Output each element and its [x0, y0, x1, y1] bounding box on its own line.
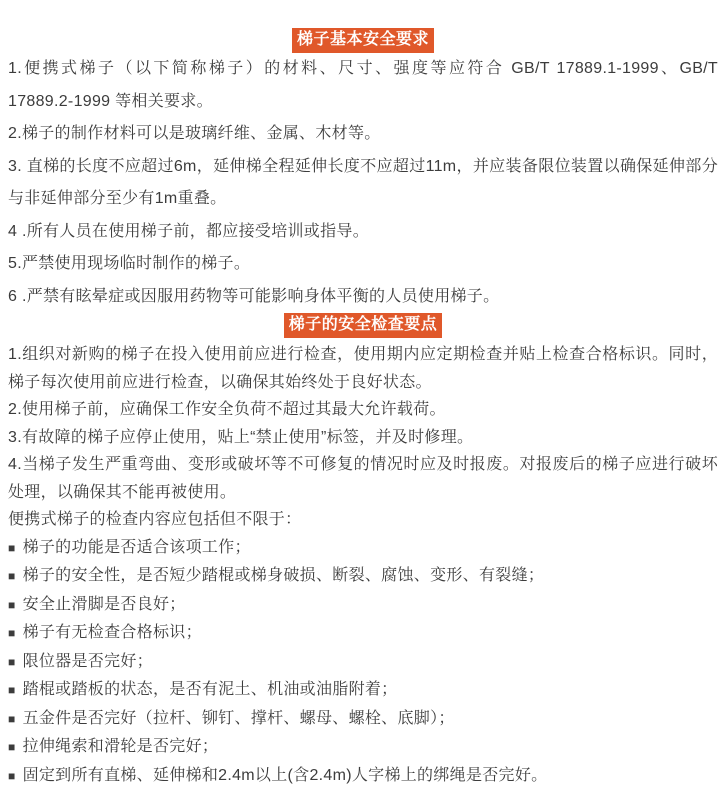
bullet-square-icon: ■	[8, 598, 16, 612]
list-item	[8, 648, 718, 677]
checklist-intro: 便携式梯子的检查内容应包括但不限于：	[8, 506, 718, 534]
paragraph: 6 .严禁有眩晕症或因服用药物等可能影响身体平衡的人员使用梯子。	[8, 281, 718, 314]
list-item	[8, 591, 718, 620]
list-item	[8, 619, 718, 648]
section-title-badge: 梯子基本安全要求	[292, 28, 434, 53]
bullet-square-icon: ■	[8, 683, 16, 697]
list-item-text: 安全止滑脚是否良好；	[23, 596, 186, 613]
bullet-square-icon: ■	[8, 626, 16, 640]
section-header-basic	[8, 0, 718, 53]
section-basic-requirements	[8, 53, 718, 313]
list-item-text: 踏棍或踏板的状态，是否有泥土、机油或油脂附着；	[23, 681, 398, 698]
paragraph: 4.当梯子发生严重弯曲、变形或破坏等不可修复的情况时应及时报废。对报废后的梯子应进行破坏处理，以确保其不能再被使用。	[8, 451, 718, 506]
list-item	[8, 762, 718, 790]
paragraph: 3. 直梯的长度不应超过6m，延伸梯全程延伸长度不应超过11m，并应装备限位装置以确保延伸部分与非延伸部分至少有1m重叠。	[8, 151, 718, 216]
section-header-inspection	[8, 313, 718, 338]
list-item-text: 限位器是否完好；	[23, 653, 153, 670]
paragraph: 1.便携式梯子（以下简称梯子）的材料、尺寸、强度等应符合 GB/T 17889.1-1999、GB/T 17889.2-1999 等相关要求。	[8, 53, 718, 118]
bullet-square-icon: ■	[8, 769, 16, 783]
list-item	[8, 676, 718, 705]
list-item-text: 五金件是否完好（拉杆、铆钉、撑杆、螺母、螺栓、底脚）；	[23, 710, 455, 727]
section-inspection-points	[8, 341, 718, 790]
paragraph: 2.使用梯子前，应确保工作安全负荷不超过其最大允许载荷。	[8, 396, 718, 424]
list-item-text: 固定到所有直梯、延伸梯和2.4m以上(含2.4m)人字梯上的绑绳是否完好。	[23, 767, 548, 784]
paragraph: 1.组织对新购的梯子在投入使用前应进行检查，使用期内应定期检查并贴上检查合格标识。同时，梯子每次使用前应进行检查，以确保其始终处于良好状态。	[8, 341, 718, 396]
bullet-square-icon: ■	[8, 655, 16, 669]
section-title-badge: 梯子的安全检查要点	[284, 313, 443, 338]
list-item-text: 梯子的安全性，是否短少踏棍或梯身破损、断裂、腐蚀、变形、有裂缝；	[23, 567, 545, 584]
paragraph: 5.严禁使用现场临时制作的梯子。	[8, 248, 718, 281]
paragraph: 2.梯子的制作材料可以是玻璃纤维、金属、木材等。	[8, 118, 718, 151]
list-item-text: 梯子的功能是否适合该项工作；	[23, 539, 251, 556]
list-item-text: 拉伸绳索和滑轮是否完好；	[23, 738, 219, 755]
list-item	[8, 562, 718, 591]
list-item	[8, 705, 718, 734]
paragraph: 3.有故障的梯子应停止使用，贴上“禁止使用”标签，并及时修理。	[8, 424, 718, 452]
list-item-text: 梯子有无检查合格标识；	[23, 624, 202, 641]
paragraph: 4 .所有人员在使用梯子前，都应接受培训或指导。	[8, 216, 718, 249]
list-item	[8, 534, 718, 563]
bullet-square-icon: ■	[8, 569, 16, 583]
list-item	[8, 733, 718, 762]
bullet-square-icon: ■	[8, 740, 16, 754]
bullet-square-icon: ■	[8, 712, 16, 726]
bullet-square-icon: ■	[8, 541, 16, 555]
